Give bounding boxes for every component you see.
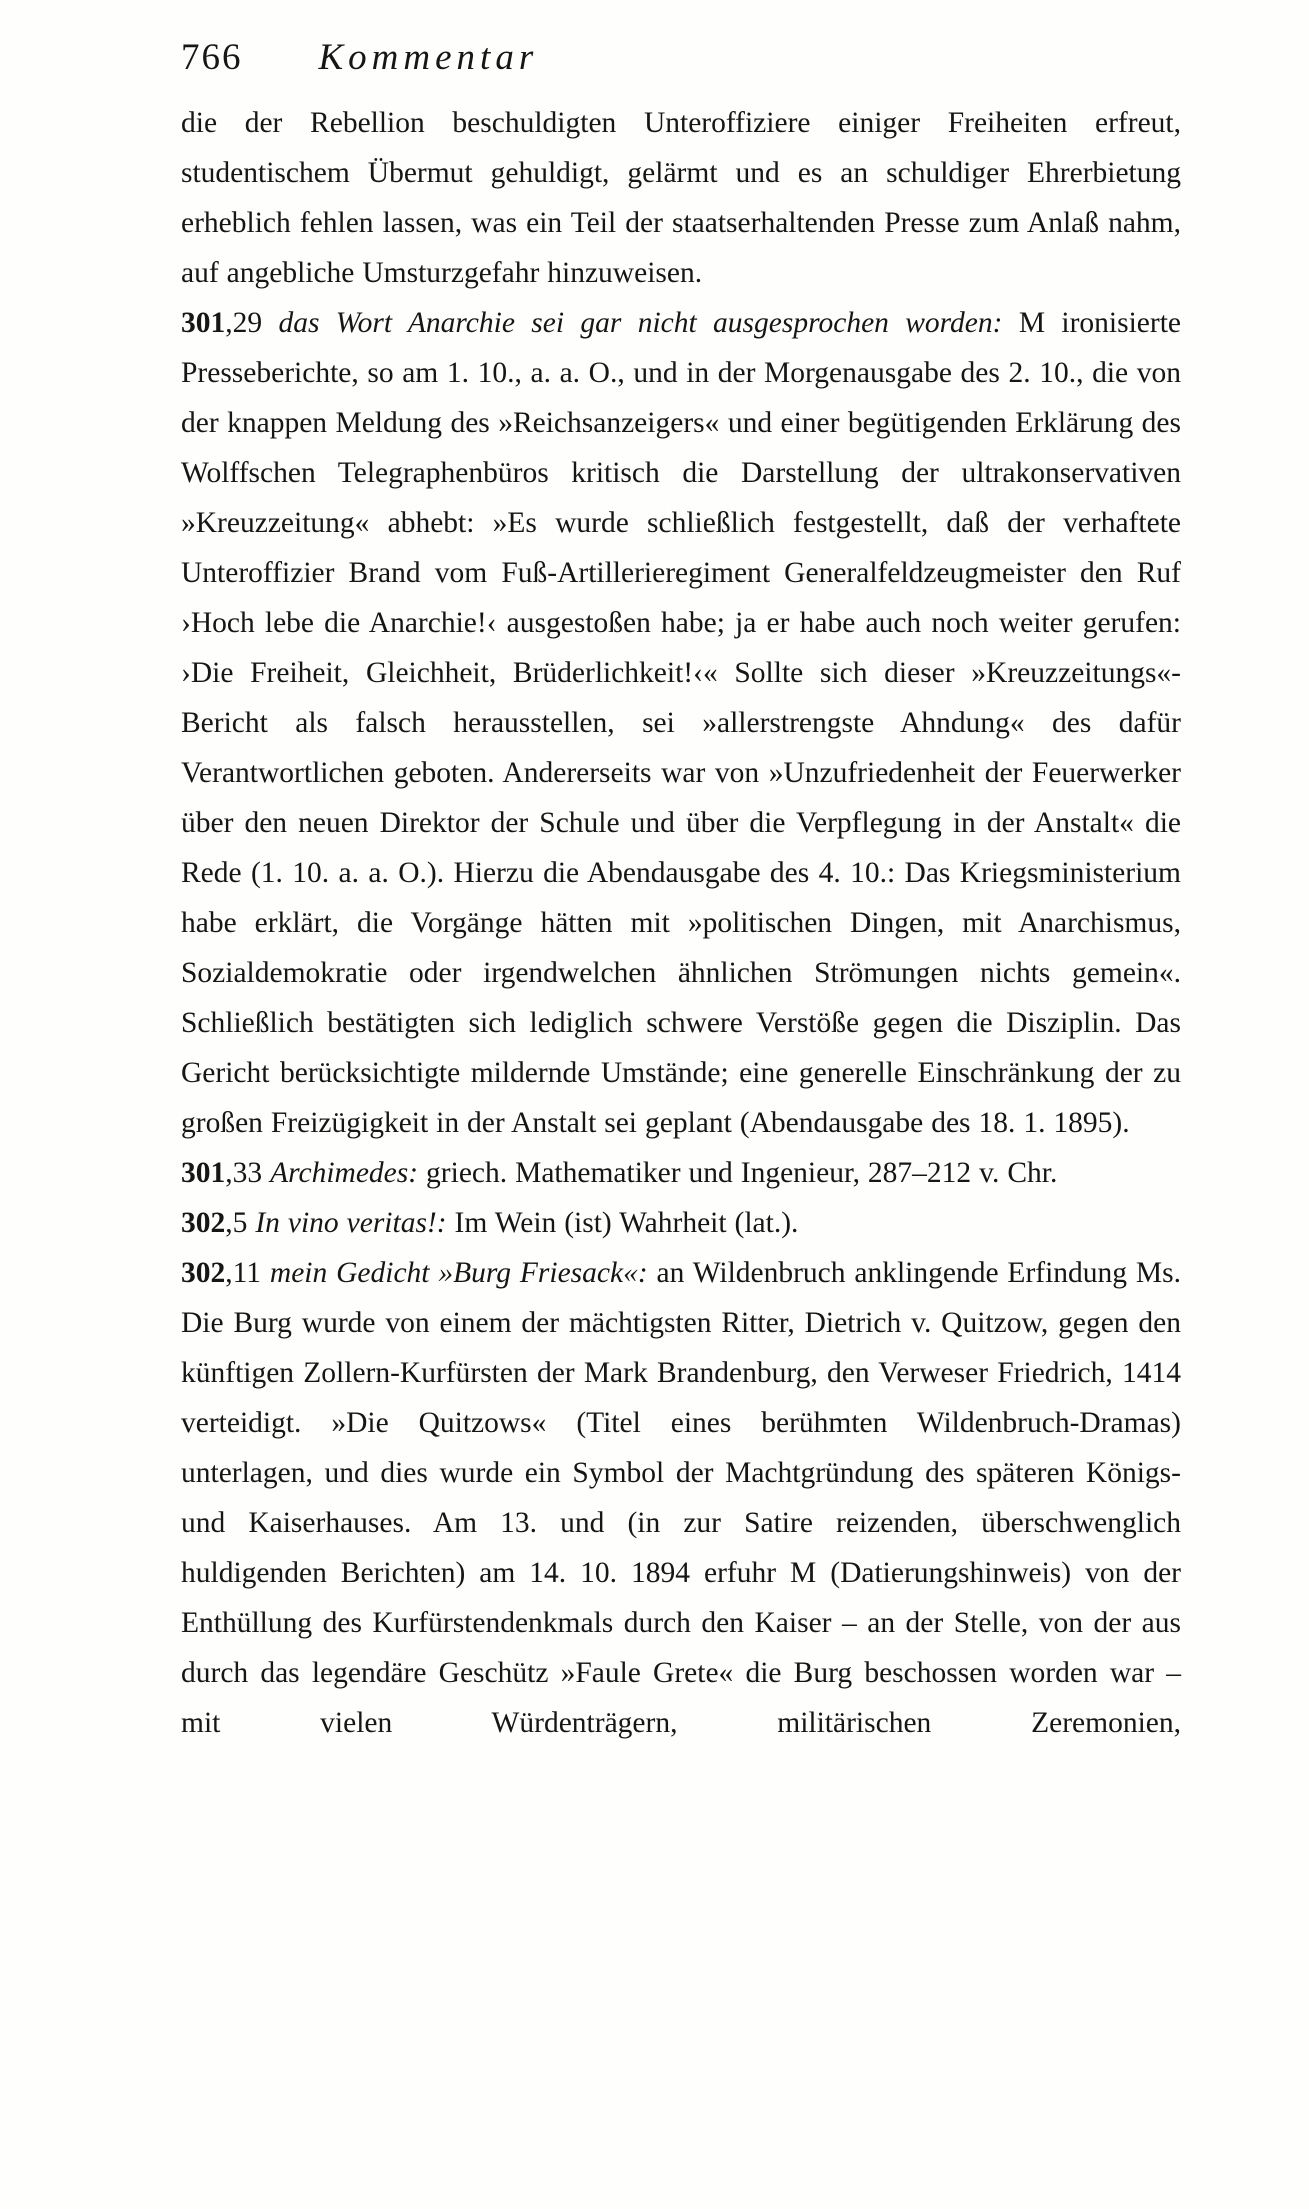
entry-line-ref: ,5	[225, 1207, 256, 1239]
entry-lemma: In vino veritas!:	[255, 1207, 447, 1239]
page-header	[181, 36, 538, 80]
commentary-text-block	[181, 98, 1181, 1748]
entry-text: an Wildenbruch anklingende Erfindung Ms. Die Burg wurde von einem der mächtigsten Ritter, Dietrich v. Quitzow, gegen den künftigen Zollern-Kurfürsten der Mark Brandenburg, den Verweser Friedrich, 1414 verteidigt. »Die Quitzows« (Titel eines berühmten Wildenbruch-Dramas) unterlagen, und dies wurde ein Symbol der Machtgründung des späteren Königs- und Kaiserhauses. Am 13. und (in zur Satire reizenden, überschwenglich huldigenden Berichten) am 14. 10. 1894 erfuhr M (Datierungshinweis) von der Enthüllung des Kurfürstendenkmals durch den Kaiser – an der Stelle, von der aus durch das legendäre Geschütz »Faule Grete« die Burg beschossen worden war – mit vielen Würdenträgern, militärischen Zeremonien,	[181, 1257, 1181, 1739]
entry-text: griech. Mathematiker und Ingenieur, 287–212 v. Chr.	[418, 1157, 1058, 1189]
entry-lemma: das Wort Anarchie sei gar nicht ausgesprochen worden:	[278, 307, 1003, 339]
entry-page-ref: 301	[181, 1157, 226, 1189]
entry-lemma: Archimedes:	[270, 1157, 419, 1189]
commentary-entry-302-11	[181, 1248, 1181, 1748]
commentary-entry-302-5	[181, 1198, 1181, 1248]
entry-text: M ironisierte Presseberichte, so am 1. 10., a. a. O., und in der Morgenausgabe des 2. 10., die von der knappen Meldung des »Reichsanzeigers« und einer begütigenden Erklärung des Wolffschen Telegraphenbüros kritisch die Darstellung der ultrakonservativen »Kreuzzeitung« abhebt: »Es wurde schließlich festgestellt, daß der verhaftete Unteroffizier Brand vom Fuß-Artillerieregiment Generalfeldzeugmeister den Ruf ›Hoch lebe die Anarchie!‹ ausgestoßen habe; ja er habe auch noch weiter gerufen: ›Die Freiheit, Gleichheit, Brüderlichkeit!‹« Sollte sich dieser »Kreuzzeitungs«-Bericht als falsch herausstellen, sei »allerstrengste Ahndung« des dafür Verantwortlichen geboten. Andererseits war von »Unzufriedenheit der Feuerwerker über den neuen Direktor der Schule und über die Verpflegung in der Anstalt« die Rede (1. 10. a. a. O.). Hierzu die Abendausgabe des 4. 10.: Das Kriegsministerium habe erklärt, die Vorgänge hätten mit »politischen Dingen, mit Anarchismus, Sozialdemokratie oder irgendwelchen ähnlichen Strömungen nichts gemein«. Schließlich bestätigten sich lediglich schwere Verstöße gegen die Disziplin. Das Gericht berücksichtigte mildernde Umstände; eine generelle Einschränkung der zu großen Freizügigkeit in der Anstalt sei geplant (Abendausgabe des 18. 1. 1895).	[181, 307, 1181, 1139]
paragraph-continuation	[181, 98, 1181, 298]
entry-lemma: mein Gedicht »Burg Friesack«:	[269, 1257, 648, 1289]
entry-page-ref: 302	[181, 1207, 226, 1239]
continuation-text: die der Rebellion beschuldigten Unteroffiziere einiger Freiheiten erfreut, studentischem Übermut gehuldigt, gelärmt und es an schuldiger Ehrerbietung erheblich fehlen lassen, was ein Teil der staatserhaltenden Presse zum Anlaß nahm, auf angebliche Umsturzgefahr hinzuweisen.	[181, 107, 1181, 289]
commentary-entry-301-33	[181, 1148, 1181, 1198]
entry-page-ref: 302	[181, 1257, 226, 1289]
entry-line-ref: ,33	[225, 1157, 271, 1189]
commentary-entry-301-29	[181, 298, 1181, 1148]
running-title: Kommentar	[318, 37, 539, 78]
entry-line-ref: ,29	[225, 307, 279, 339]
entry-line-ref: ,11	[225, 1257, 270, 1289]
entry-page-ref: 301	[181, 307, 226, 339]
entry-text: Im Wein (ist) Wahrheit (lat.).	[446, 1207, 799, 1239]
page-number: 766	[181, 37, 243, 78]
